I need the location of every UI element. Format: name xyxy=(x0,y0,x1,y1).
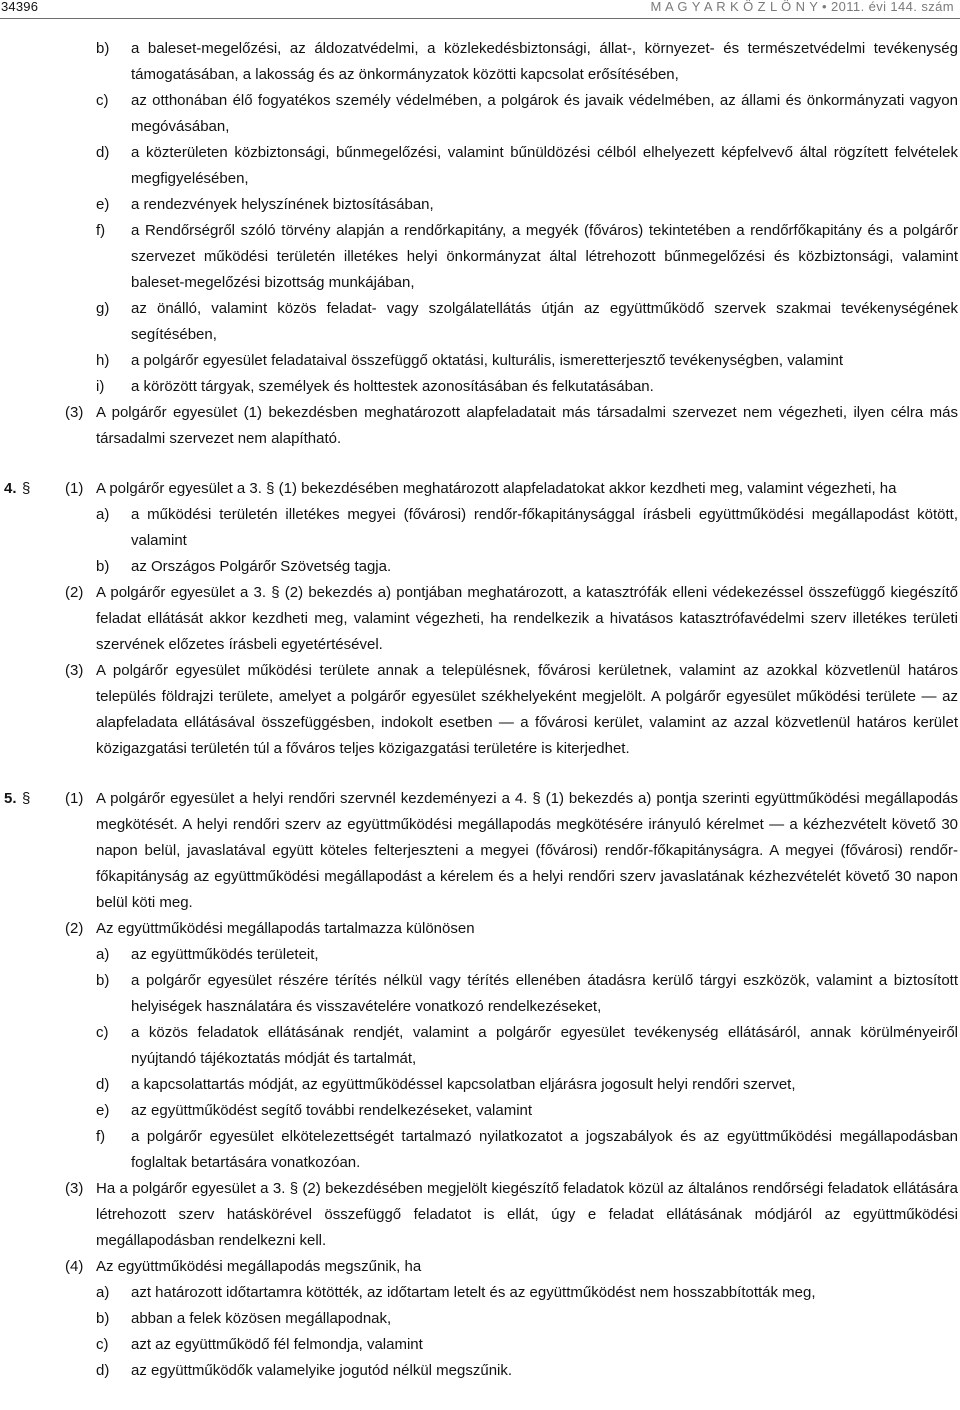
item-text: a polgárőr egyesület elkötelezettségét tartalmazó nyilatkozatot a jogszabályok és az együttműködési megállapodásban foglaltak betartására vonatkozóan. xyxy=(131,1128,958,1171)
paragraph-number: (3) xyxy=(65,404,84,421)
paragraph-number: (3) xyxy=(65,1180,84,1197)
section-number: 5. xyxy=(4,790,17,807)
item-letter: h) xyxy=(96,352,110,369)
list-item xyxy=(0,1020,960,1072)
paragraph xyxy=(0,916,960,942)
list-item xyxy=(0,1124,960,1176)
list-item xyxy=(0,1306,960,1332)
spacer xyxy=(0,452,960,476)
section-sign: § xyxy=(22,790,31,807)
document-body xyxy=(0,36,960,1384)
paragraph xyxy=(0,400,960,452)
item-text: azt az együttműködő fél felmondja, valamint xyxy=(131,1336,423,1353)
item-text: a működési területén illetékes megyei (fővárosi) rendőr-főkapitánysággal írásbeli együttműködési megállapodást kötött, valamint xyxy=(131,506,958,549)
paragraph xyxy=(0,1254,960,1280)
paragraph-number: (2) xyxy=(65,920,84,937)
list-item xyxy=(0,218,960,296)
item-text: a polgárőr egyesület feladataival összefüggő oktatási, kulturális, ismeretterjesztő tevékenységben, valamint xyxy=(131,352,844,369)
item-text: azt határozott időtartamra kötötték, az időtartam letelt és az együttműködést nem hosszabbították meg, xyxy=(131,1284,816,1301)
item-letter: a) xyxy=(96,506,110,523)
list-item xyxy=(0,1280,960,1306)
paragraph xyxy=(0,1176,960,1254)
item-text: a polgárőr egyesület részére térítés nélkül vagy térítés ellenében átadásra kerülő tárgyi eszközök, valamint a biztosított helyiségek használatára és visszavételére vonatkozó rendelkezéseket, xyxy=(131,972,958,1015)
item-letter: f) xyxy=(96,222,106,239)
list-item xyxy=(0,36,960,88)
subsection-list xyxy=(0,36,960,400)
list-item xyxy=(0,502,960,554)
section-sign: § xyxy=(22,480,31,497)
list-item xyxy=(0,296,960,348)
item-letter: d) xyxy=(96,1076,110,1093)
header-rule xyxy=(0,18,960,19)
paragraph-text: Ha a polgárőr egyesület a 3. § (2) bekezdésében megjelölt kiegészítő feladatok közül az általános rendőrségi feladatok ellátására létrehozott szerv hatáskörével összefüggő feladatot is ellát, úgy e feladat ellátásának módjáról az együttműködési megállapodásban rendelkezni kell. xyxy=(96,1180,958,1249)
list-item xyxy=(0,968,960,1020)
paragraph-number: (3) xyxy=(65,662,84,679)
paragraph xyxy=(0,476,960,502)
paragraph-text: A polgárőr egyesület a 3. § (1) bekezdésében meghatározott alapfeladatokat akkor kezdheti meg, valamint végezheti, ha xyxy=(96,480,897,497)
point-list xyxy=(0,502,960,580)
point-list xyxy=(0,1280,960,1384)
item-letter: g) xyxy=(96,300,110,317)
item-letter: b) xyxy=(96,972,110,989)
item-letter: c) xyxy=(96,92,109,109)
item-letter: d) xyxy=(96,144,110,161)
section-5 xyxy=(0,786,960,1384)
list-item xyxy=(0,1098,960,1124)
item-text: az együttműködők valamelyike jogutód nélkül megszűnik. xyxy=(131,1362,513,1379)
list-item xyxy=(0,554,960,580)
item-letter: b) xyxy=(96,40,110,57)
item-letter: a) xyxy=(96,946,110,963)
item-letter: d) xyxy=(96,1362,110,1379)
list-item xyxy=(0,1072,960,1098)
item-letter: c) xyxy=(96,1336,109,1353)
journal-title: M A G Y A R K Ö Z L Ö N Y • 2011. évi 144. szám xyxy=(650,0,954,14)
item-text: az Országos Polgárőr Szövetség tagja. xyxy=(131,558,392,575)
item-letter: f) xyxy=(96,1128,106,1145)
item-text: a baleset-megelőzési, az áldozatvédelmi, a közlekedésbiztonsági, állat-, környezet- és természetvédelmi tevékenység támogatásában, a lakosság és az önkormányzatok közötti kapcsolat erősítésében, xyxy=(131,40,958,83)
item-text: a közterületen közbiztonsági, bűnmegelőzési, valamint bűnüldözési célból elhelyezett képfelvevő által rögzített felvételek megfigyelésében, xyxy=(131,144,958,187)
item-text: az együttműködést segítő további rendelkezéseket, valamint xyxy=(131,1102,533,1119)
paragraph-text: A polgárőr egyesület a helyi rendőri szervnél kezdeményezi a 4. § (1) bekezdés a) pontja szerinti együttműködési megállapodás megkötését. A helyi rendőri szerv az együttműködési megállapodás megkötésére irányuló kérelmet — a kézhezvételt követő 30 napon belül, javaslatával együtt köteles felterjeszteni a megyei (fővárosi) rendőr-főkapitányságra. A megyei (fővárosi) rendőr-főkapitányság az együttműködési megállapodást a kérelem és a helyi rendőri szerv javaslatának kézhezvételét követő 30 napon belül köti meg. xyxy=(96,790,958,911)
item-letter: e) xyxy=(96,1102,110,1119)
paragraph-text: A polgárőr egyesület (1) bekezdésben meghatározott alapfeladatait más társadalmi szervezet nem végezheti, ilyen célra más társadalmi szervezet nem alapítható. xyxy=(96,404,958,447)
item-text: az otthonában élő fogyatékos személy védelmében, a polgárok és javaik védelmében, az állami és önkormányzati vagyon megóvásában, xyxy=(131,92,958,135)
section-number: 4. xyxy=(4,480,17,497)
list-item xyxy=(0,192,960,218)
item-text: a Rendőrségről szóló törvény alapján a rendőrkapitány, a megyék (főváros) tekintetében a rendőrfőkapitány és a polgárőr szervezet működési területén illetékes helyi önkormányzat által létrehozott bűnmegelőzési és közbiztonsági, valamint baleset-megelőzési bizottság munkájában, xyxy=(131,222,958,291)
paragraph-text: A polgárőr egyesület a 3. § (2) bekezdés a) pontjában meghatározott, a katasztrófák elleni védekezéssel összefüggő kiegészítő feladat ellátását akkor kezdheti meg, valamint végezheti, ha rendelkezik a hivatásos katasztrófavédelmi szerv illetékes területi szervének előzetes írásbeli egyetértésével. xyxy=(96,584,958,653)
page-header xyxy=(0,0,960,18)
point-list xyxy=(0,942,960,1176)
list-item xyxy=(0,88,960,140)
item-letter: b) xyxy=(96,558,110,575)
item-text: a rendezvények helyszínének biztosításában, xyxy=(131,196,434,213)
item-text: az önálló, valamint közös feladat- vagy szolgálatellátás útján az együttműködő szervek szakmai tevékenységének segítésében, xyxy=(131,300,958,343)
paragraph-text: A polgárőr egyesület működési területe annak a településnek, fővárosi kerületnek, valamint az azokkal közvetlenül határos település földrajzi területe, amelyet a polgárőr egyesület székhelyeként megjelölt. A polgárőr egyesület működési területe — az alapfeladata ellátásával összefüggésben, indokolt esetben — a fővárosi kerület, valamint az azzal közvetlenül határos kerület közigazgatási területén túl a főváros teljes közigazgatási területére is kiterjedhet. xyxy=(96,662,958,757)
item-letter: c) xyxy=(96,1024,109,1041)
item-text: az együttműködés területeit, xyxy=(131,946,319,963)
list-item xyxy=(0,1358,960,1384)
list-item xyxy=(0,140,960,192)
paragraph-text: Az együttműködési megállapodás tartalmazza különösen xyxy=(96,920,475,937)
item-letter: b) xyxy=(96,1310,110,1327)
page-number: 34396 xyxy=(1,0,39,14)
paragraph xyxy=(0,658,960,762)
item-text: abban a felek közösen megállapodnak, xyxy=(131,1310,392,1327)
item-text: a körözött tárgyak, személyek és holttestek azonosításában és felkutatásában. xyxy=(131,378,654,395)
list-item xyxy=(0,1332,960,1358)
list-item xyxy=(0,942,960,968)
item-letter: i) xyxy=(96,378,105,395)
paragraph-number: (1) xyxy=(65,480,84,497)
list-item xyxy=(0,348,960,374)
item-text: a kapcsolattartás módját, az együttműködéssel kapcsolatban eljárásra jogosult helyi rendőri szervet, xyxy=(131,1076,796,1093)
list-item xyxy=(0,374,960,400)
item-letter: a) xyxy=(96,1284,110,1301)
spacer xyxy=(0,762,960,786)
item-letter: e) xyxy=(96,196,110,213)
paragraph-number: (2) xyxy=(65,584,84,601)
paragraph-number: (1) xyxy=(65,790,84,807)
paragraph-text: Az együttműködési megállapodás megszűnik, ha xyxy=(96,1258,422,1275)
paragraph xyxy=(0,580,960,658)
section-4 xyxy=(0,476,960,762)
item-text: a közös feladatok ellátásának rendjét, valamint a polgárőr egyesület tevékenység ellátásáról, annak körülményeiről nyújtandó tájékoztatás módját és tartalmát, xyxy=(131,1024,958,1067)
paragraph xyxy=(0,786,960,916)
paragraph-number: (4) xyxy=(65,1258,84,1275)
